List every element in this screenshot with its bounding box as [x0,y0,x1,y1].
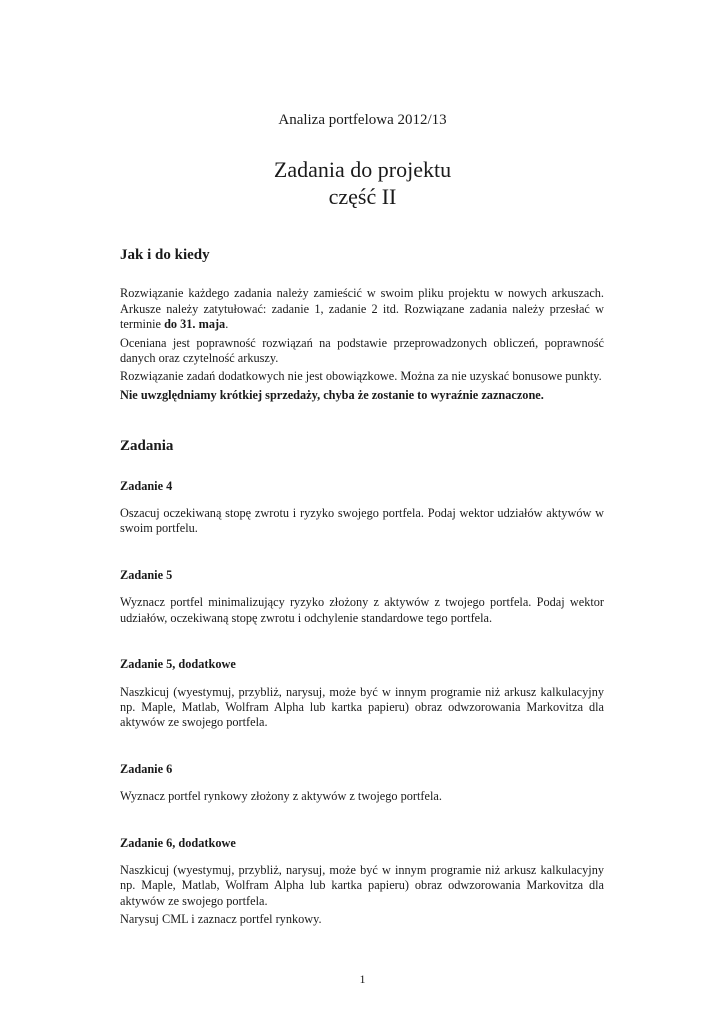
task-title: Zadanie 5, dodatkowe [120,657,236,672]
document-body [120,248,604,928]
submission-end: . [225,317,229,332]
task-text: Wyznacz portfel rynkowy złożony z aktywów z twojego portfela. [120,789,442,804]
task-text: Oszacuj oczekiwaną stopę zwrotu i ryzyko swojego portfela. Podaj wektor udziałów aktywów w swoim portfelu. [120,506,604,536]
title-line-1: Zadania do projektu [273,157,452,182]
task-text: Narysuj CML i zaznacz portfel rynkowy. [120,912,322,927]
page-number: 1 [359,972,366,986]
paragraph-grading: Oceniana jest poprawność rozwiązań na podstawie przeprowadzonych obliczeń, poprawność danych oraz czytelność arkuszy. [120,335,604,366]
section-heading-tasks: Zadania [120,438,174,455]
task-text: Naszkicuj (wyestymuj, przybliż, narysuj, może być w innym programie niż arkusz kalkulacyjny np. Maple, Matlab, Wolfram Alpha lub kartka papieru) obraz odwzorowania Markovitza dla aktywów ze swojego portfela. [120,684,604,730]
task-title: Zadanie 6, dodatkowe [120,835,236,850]
task-title: Zadanie 6 [120,761,173,776]
paragraph-submission [120,286,604,332]
task-title: Zadanie 5 [120,567,173,582]
paragraph-short-selling [120,388,604,403]
deadline-text: do 31. maja [164,317,226,332]
document-title [0,156,725,210]
short-selling-note: Nie uwzględniamy krótkiej sprzedaży, chyba że zostanie to wyraźnie zaznaczone. [120,387,544,402]
task-text: Wyznacz portfel minimalizujący ryzyko złożony z aktywów z twojego portfela. Podaj wektor udziałów, oczekiwaną stopę zwrotu i odchylenie standardowe tego portfela. [120,595,604,625]
course-name: Analiza portfelowa 2012/13 [278,112,447,128]
submission-text: Rozwiązanie każdego zadania należy zamieścić w swoim pliku projektu w nowych arkuszach. Arkusze należy zatytułować: zadanie 1, zadanie 2 itd. Rozwiązane zadania należy przesłać w terminie [120,286,604,332]
task-text: Naszkicuj (wyestymuj, przybliż, narysuj, może być w innym programie niż arkusz kalkulacyjny np. Maple, Matlab, Wolfram Alpha lub kartka papieru) obraz odwzorowania Markovitza dla aktywów ze swojego portfela. [120,862,604,908]
section-heading-how: Jak i do kiedy [120,247,210,263]
title-line-2: część II [328,184,397,209]
paragraph-bonus: Rozwiązanie zadań dodatkowych nie jest obowiązkowe. Można za nie uzyskać bonusowe punkty. [120,369,602,384]
task-title: Zadanie 4 [120,478,173,493]
